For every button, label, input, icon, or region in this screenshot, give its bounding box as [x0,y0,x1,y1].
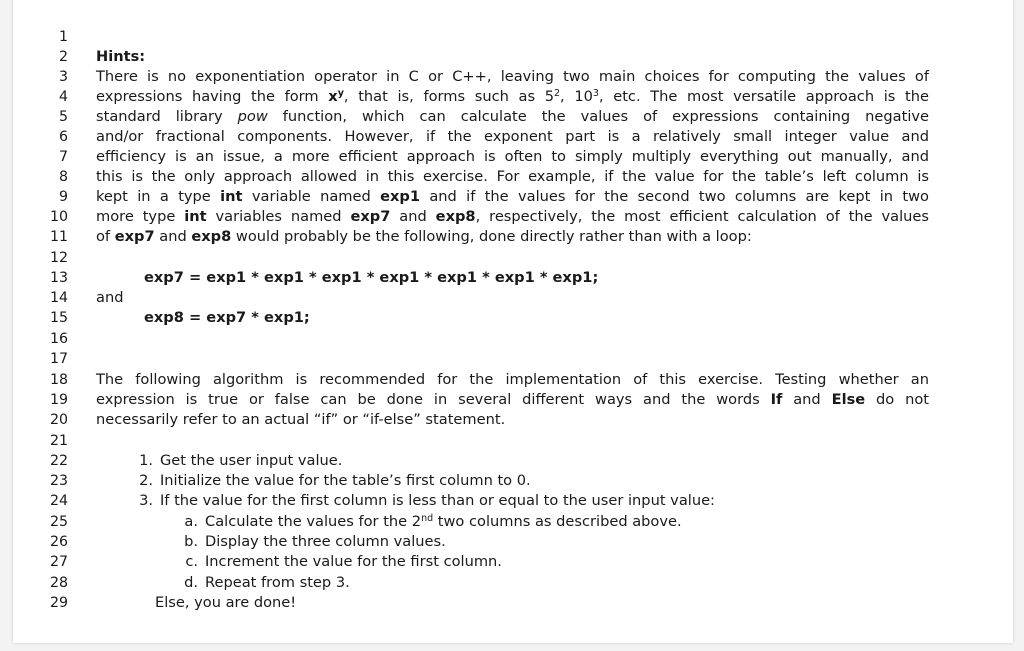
line-number: 26 [49,534,68,550]
doc-line-10 [13,207,1013,227]
line-number: 3 [58,69,68,85]
doc-line-19 [13,390,1013,410]
line-number: 18 [49,372,68,388]
line-number: 11 [49,229,68,245]
document-page [13,0,1013,643]
sub-list-item: d. Repeat from step 3. [168,573,350,593]
line-number: 25 [49,514,68,530]
line-number: 1 [58,29,68,45]
line-number: 8 [58,169,68,185]
doc-line-1 [13,27,1013,47]
line-number: 24 [49,493,68,509]
list-marker: d. [184,574,198,591]
doc-line-8 [13,167,1013,187]
doc-line-22 [13,451,1013,471]
paragraph-line: and/or fractional components. However, if the exponent part is a relatively small integer value and [96,128,929,145]
list-item: 2. Initialize the value for the table’s first column to 0. [123,471,531,491]
list-marker: 2. [139,472,153,489]
else-line: Else, you are done! [155,594,297,611]
doc-line-21 [13,431,1013,451]
doc-line-13 [13,268,1013,288]
paragraph-line: more type int variables named exp7 and exp8, respectively, the most efficient calculation of the values [96,208,930,225]
line-number: 7 [58,149,68,165]
sub-list-item: b. Display the three column values. [168,532,446,552]
doc-line-24 [13,491,1013,511]
line-number: 2 [58,49,68,65]
paragraph-line: kept in a type int variable named exp1 and if the values for the second two columns are kept in two [96,188,929,205]
line-number: 17 [49,351,68,367]
line-number: 22 [49,453,68,469]
doc-line-26 [13,532,1013,552]
line-number: 27 [49,554,68,570]
paragraph-line: expression is true or false can be done in several different ways and the words If and Else do not [96,391,930,408]
line-number: 14 [49,290,68,306]
paragraph-line: The following algorithm is recommended for the implementation of this exercise. Testing whether an [96,371,929,388]
line-number: 6 [58,129,68,145]
line-number: 16 [49,331,68,347]
line-number: 19 [49,392,68,408]
doc-line-29 [13,593,1013,613]
doc-line-15 [13,308,1013,328]
doc-line-12 [13,248,1013,268]
code-statement-exp8: exp8 = exp7 * exp1; [144,309,310,326]
doc-line-6 [13,127,1013,147]
list-marker: 3. [139,492,153,509]
paragraph-line: expressions having the form $x^y$, that is, forms such as $5^2$, $10^3$, etc. The most versatile approach is the [96,88,929,105]
doc-line-3 [13,67,1013,87]
line-number: 10 [49,209,68,225]
doc-line-2 [13,47,1013,67]
doc-line-23 [13,471,1013,491]
sub-list-item: a. Calculate the values for the 2nd two columns as described above. [168,512,682,532]
doc-line-20 [13,410,1013,430]
line-number: 21 [49,433,68,449]
list-item: 3. If the value for the first column is less than or equal to the user input value: [123,491,715,511]
list-marker: b. [184,533,198,550]
doc-line-5 [13,107,1013,127]
line-number: 29 [49,595,68,611]
paragraph-line: efficiency is an issue, a more efficient approach is often to simply multiply everything out manually, and [96,148,929,165]
list-item: 1. Get the user input value. [123,451,342,471]
list-marker: a. [184,513,198,530]
sub-list-item: c. Increment the value for the first column. [168,552,502,572]
hints-heading: Hints: [96,48,146,65]
doc-line-25 [13,512,1013,532]
line-number: 13 [49,270,68,286]
doc-line-11 [13,227,1013,247]
doc-line-17 [13,349,1013,369]
paragraph-line: this is the only approach allowed in this exercise. For example, if the value for the table’s left column is [96,168,929,185]
paragraph-line: standard library pow function, which can calculate the values of expressions containing negative [96,108,929,125]
doc-line-7 [13,147,1013,167]
line-number: 4 [58,89,68,105]
paragraph-line: There is no exponentiation operator in C or C++, leaving two main choices for computing the values of [96,68,929,85]
line-number: 12 [49,250,68,266]
line-number: 20 [49,412,68,428]
line-number: 28 [49,575,68,591]
doc-line-9 [13,187,1013,207]
doc-line-18 [13,370,1013,390]
paragraph-line: of exp7 and exp8 would probably be the following, done directly rather than with a loop: [96,228,752,245]
doc-line-4 [13,87,1013,107]
doc-line-14 [13,288,1013,308]
line-number: 15 [49,310,68,326]
line-number: 5 [58,109,68,125]
line-number: 9 [58,189,68,205]
line-number: 23 [49,473,68,489]
doc-line-16 [13,329,1013,349]
list-marker: c. [185,553,198,570]
doc-line-27 [13,552,1013,572]
paragraph-line: necessarily refer to an actual “if” or “if-else” statement. [96,411,506,428]
and-connector: and [96,289,124,306]
doc-line-28 [13,573,1013,593]
code-statement-exp7: exp7 = exp1 * exp1 * exp1 * exp1 * exp1 * exp1 * exp1; [144,269,599,286]
list-marker: 1. [139,452,153,469]
